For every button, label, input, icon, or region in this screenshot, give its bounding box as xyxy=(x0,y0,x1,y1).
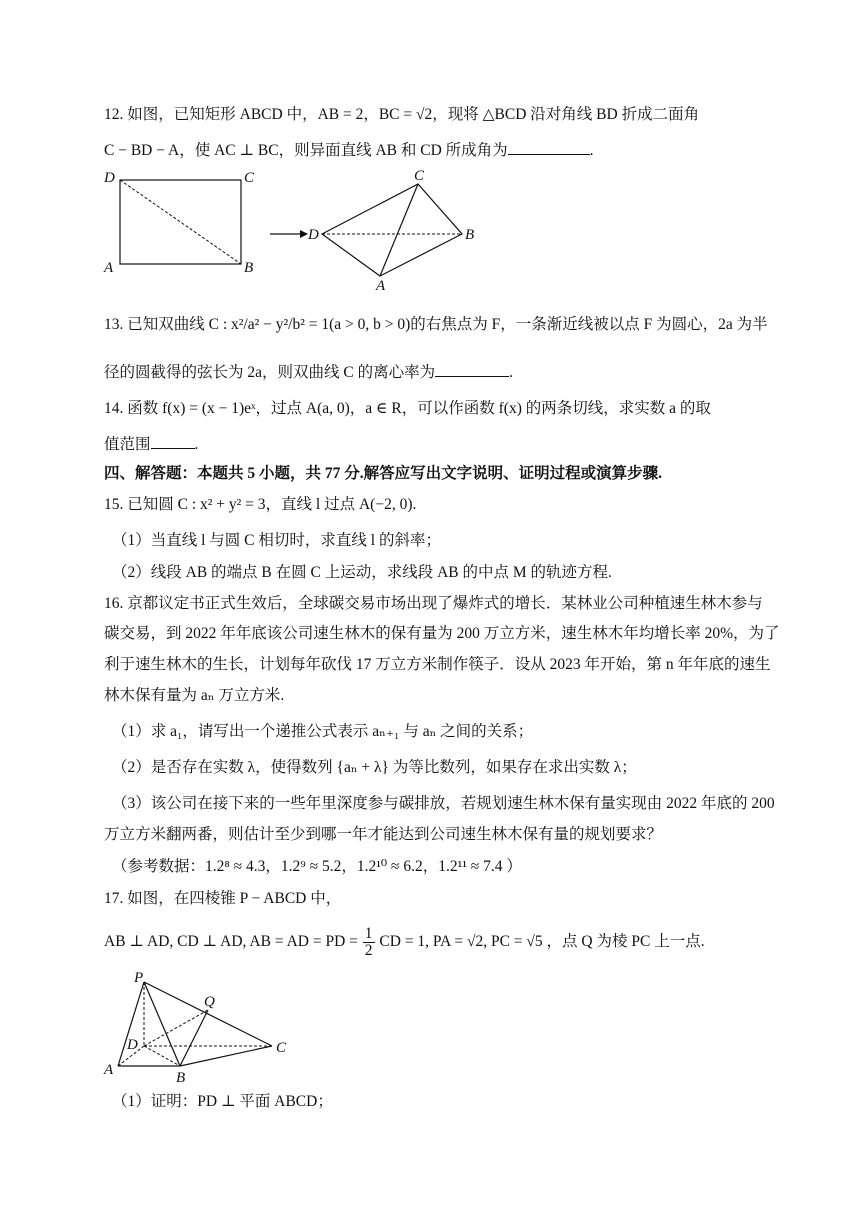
label-c2: C xyxy=(414,168,425,184)
label-b2: B xyxy=(465,227,475,243)
q13-line1-a: 13. 已知双曲线 xyxy=(104,316,205,333)
label-q: Q xyxy=(204,994,215,1010)
q12-figure xyxy=(100,166,500,294)
q17-figure xyxy=(100,966,300,1086)
label-d2: D xyxy=(308,227,319,243)
q12-line2-text: C − BD − A，使 AC ⊥ BC，则异面直线 AB 和 CD 所成角为 xyxy=(104,142,508,159)
q12-line2 xyxy=(104,140,594,162)
answer-blank-12 xyxy=(508,140,590,155)
label-c: C xyxy=(276,1040,287,1056)
q16-line2: 碳交易，到 2022 年年底该公司速生林木的保有量为 200 万立方米，速生林木年均增长率 20%，为了 xyxy=(104,625,780,642)
edge-db-hidden xyxy=(144,1046,180,1066)
label-d1: D xyxy=(104,170,115,186)
q13-line2-text: 径的圆截得的弦长为 2a，则双曲线 C 的离心率为 xyxy=(104,364,436,381)
label-a2: A xyxy=(376,278,386,294)
q16-line3: 利于速生林木的生长，计划每年砍伐 17 万立方米制作筷子．设从 2023 年开始，第 n 年年底的速生 xyxy=(104,656,771,673)
arrow-icon xyxy=(300,230,308,238)
q17-line1: 17. 如图，在四棱锥 P − ABCD 中， xyxy=(104,890,342,907)
edge-pa xyxy=(118,982,144,1066)
answer-blank-14 xyxy=(151,434,195,449)
q14-line2-text: 值范围 xyxy=(104,436,151,453)
q14-line1: 14. 函数 f(x) = (x − 1)eˣ，过点 A(a, 0)，a ∈ R，可以作函数 f(x) 的两条切线，求实数 a 的取 xyxy=(104,400,711,417)
section-heading: 四、解答题：本题共 5 小题，共 77 分.解答应写出文字说明、证明过程或演算步骤. xyxy=(104,465,663,482)
label-b: B xyxy=(176,1070,186,1086)
edge-bc xyxy=(180,1046,272,1066)
q17-conditions-b: CD = 1, PA = √2, PC = √5 ，点 Q 为棱 PC 上一点. xyxy=(379,933,705,951)
q16-line4: 林木保有量为 aₙ 万立方米. xyxy=(104,687,285,704)
edge-pc xyxy=(144,982,272,1046)
q17-line2 xyxy=(104,926,705,959)
q13-line1-b: 的右焦点为 F，一条渐近线被以点 F 为圆心，2a 为半 xyxy=(410,316,768,333)
q12-line1: 12. 如图，已知矩形 ABCD 中，AB = 2，BC = √2，现将 △BCD 沿对角线 BD 折成二面角 xyxy=(104,106,700,123)
edge-ac xyxy=(380,184,418,276)
q15-part2: （2）线段 AB 的端点 B 在圆 C 上运动，求线段 AB 的中点 M 的轨迹方程. xyxy=(112,564,612,581)
answer-blank-13 xyxy=(435,362,509,377)
fraction-one-half: $\frac{1}{2}$ xyxy=(364,925,373,959)
label-b1: B xyxy=(244,260,254,276)
q16-part2: （2）是否存在实数 λ，使得数列 {aₙ + λ} 为等比数列，如果存在求出实数 λ； xyxy=(112,759,637,776)
q14-end: . xyxy=(194,436,199,453)
q17-part1: （1）证明：PD ⊥ 平面 ABCD； xyxy=(112,1093,333,1110)
folded-quadrilateral xyxy=(322,184,462,276)
q16-part3a: （3）该公司在接下来的一些年里深度参与碳排放，若规划速生林木保有量实现由 2022 年底的 200 xyxy=(112,795,775,812)
q16-reference-data: （参考数据：1.2⁸ ≈ 4.3，1.2⁹ ≈ 5.2，1.2¹⁰ ≈ 6.2，1.2¹¹ ≈ 7.4 ） xyxy=(112,858,522,875)
q17-conditions-a: AB ⊥ AD, CD ⊥ AD, AB = AD = PD = xyxy=(104,933,358,951)
edge-pb xyxy=(144,982,180,1066)
q16-part1: （1）求 a₁，请写出一个递推公式表示 aₙ₊₁ 与 aₙ 之间的关系； xyxy=(112,723,534,740)
label-a1: A xyxy=(104,260,114,276)
q13-line1 xyxy=(104,314,768,336)
q13-line2 xyxy=(104,362,513,384)
q16-part3b: 万立方米翻两番，则估计至少到哪一年才能达到公司速生林木保有量的规划要求？ xyxy=(104,826,663,843)
q13-equation: C : x²/a² − y²/b² = 1(a > 0, b > 0) xyxy=(208,316,411,333)
label-d: D xyxy=(127,1037,138,1053)
q16-line1: 16. 京都议定书正式生效后，全球碳交易市场出现了爆炸式的增长．某林业公司种植速生林木参与 xyxy=(104,595,763,612)
q15-line1: 15. 已知圆 C : x² + y² = 3，直线 l 过点 A(−2, 0). xyxy=(104,496,417,513)
label-a: A xyxy=(104,1062,114,1078)
q13-end: . xyxy=(509,364,513,381)
q15-part1: （1）当直线 l 与圆 C 相切时，求直线 l 的斜率； xyxy=(112,532,441,549)
label-p: P xyxy=(134,970,144,986)
label-c1: C xyxy=(244,170,255,186)
q14-line2 xyxy=(104,434,198,456)
diagonal-bd xyxy=(120,180,241,264)
q12-end: . xyxy=(589,142,594,159)
